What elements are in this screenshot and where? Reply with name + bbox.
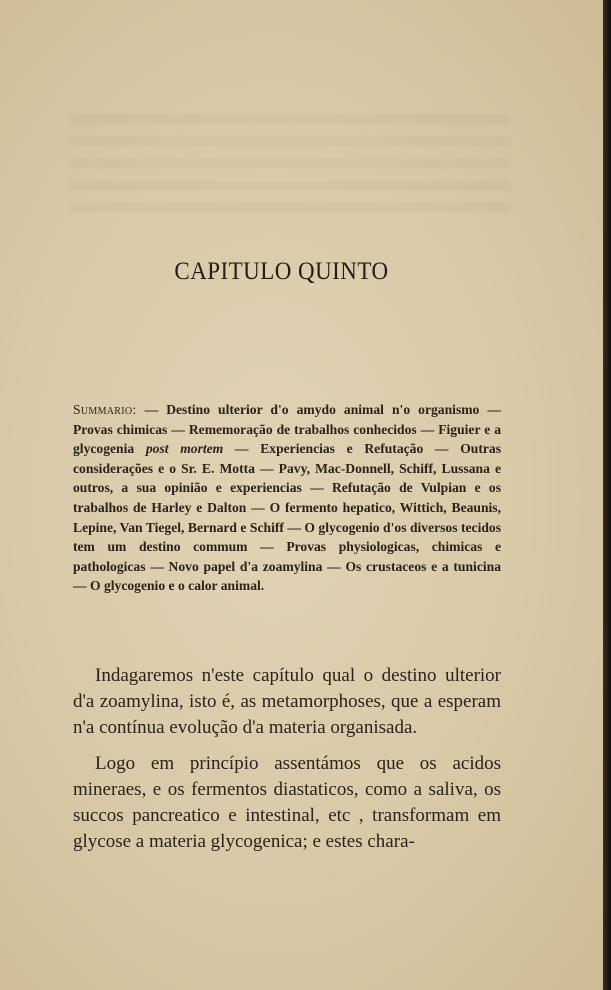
chapter-title: CAPITULO QUINTO xyxy=(174,258,389,285)
summary-text-1: — Destino ulterior d'o amydo animal n'o organismo — Provas chimicas — Rememoração de trabalhos conhecidos — Figuier e a glycogenia xyxy=(73,402,501,457)
page-edge xyxy=(603,0,611,990)
summary-text-2: — Experiencias e Refutação — Outras considerações e o Sr. E. Motta — Pavy, Mac-Donnell, Schiff, Lussana e outros, a sua opinião e experiencias — Refutação de Vulpian e os trabalhos de Harley e Dalton — O fermento hepatico, Wittich, Beaunis, Lepine, Van Tiegel, Bernard e Schiff — O glycogenio d'os diversos tecidos tem um destino commum — Provas physiologicas, chimicas e pathologicas — Novo papel d'a zoamylina — Os crustaceos e a tunicina — O glycogenio e o calor animal. xyxy=(73,441,501,594)
summary-label: Summario: xyxy=(73,402,137,417)
summary-italic: post mortem xyxy=(145,441,224,457)
show-through-text xyxy=(70,115,510,225)
paragraph-2: Logo em princípio assentámos que os acidos mineraes, e os fermentos diastaticos, como a saliva, os succos pancreatico e intestinal, etc , transformam em glycose a materia glycogenica; e estes chara- xyxy=(73,753,501,852)
chapter-summary xyxy=(73,400,501,596)
body-text xyxy=(73,663,501,865)
paragraph-1: Indagaremos n'este capítulo qual o destino ulterior d'a zoamylina, isto é, as metamorphoses, que a esperam n'a contínua evolução d'a materia organisada. xyxy=(73,665,501,738)
